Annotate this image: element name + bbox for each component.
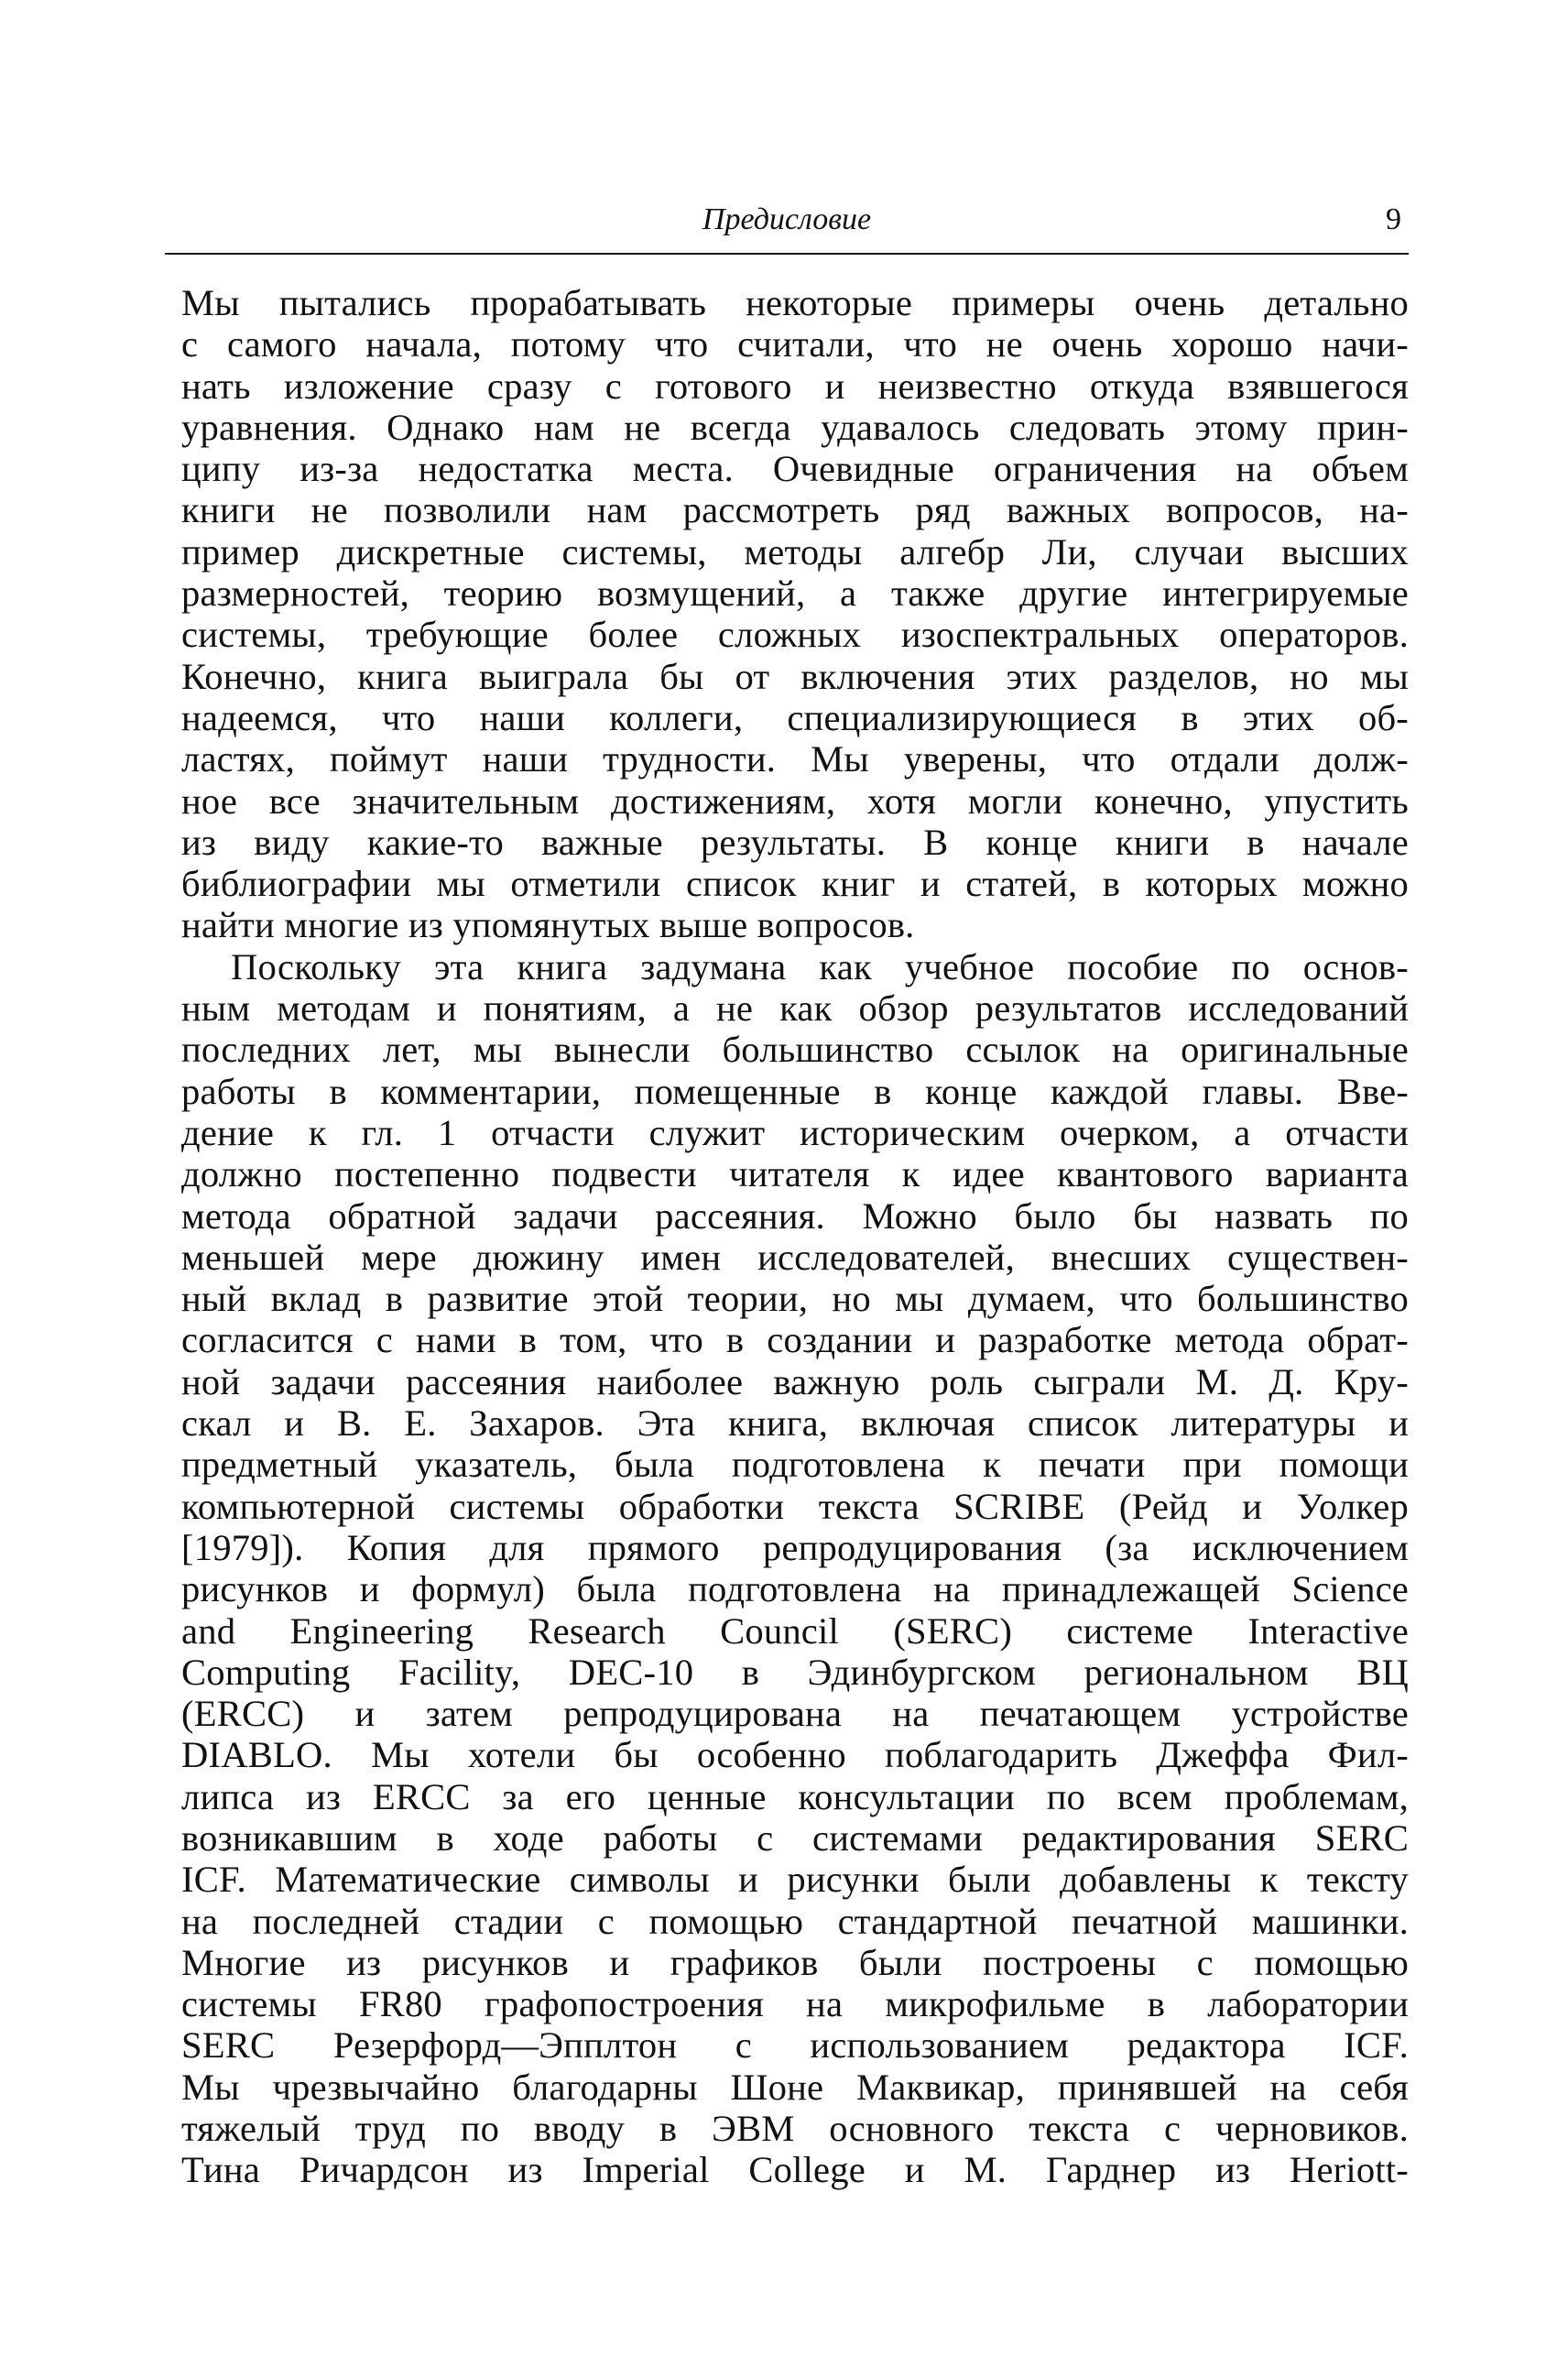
- text-line: Мы чрезвычайно благодарны Шоне Маквикар, принявшей на себя: [181, 2066, 1409, 2108]
- text-line: Тина Ричардсон из Imperial College и М. Гарднер из Heriott-: [181, 2149, 1409, 2191]
- text-line: найти многие из упомянутых выше вопросов.: [181, 904, 915, 946]
- text-line: скал и В. Е. Захаров. Эта книга, включая список литературы и: [181, 1402, 1409, 1445]
- text-line: метода обратной задачи рассеяния. Можно было бы назвать по: [181, 1194, 1409, 1237]
- text-line: рисунков и формул) была подготовлена на принадлежащей Science: [181, 1568, 1409, 1610]
- text-line: пример дискретные системы, методы алгебр Ли, случаи высших: [181, 530, 1409, 573]
- text-line: ным методам и понятиям, а не как обзор результатов исследований: [181, 987, 1409, 1030]
- text-line: предметный указатель, была подготовлена к печати при помощи: [181, 1444, 1409, 1486]
- text-line: с самого начала, потому что считали, что не очень хорошо начи-: [181, 323, 1409, 365]
- text-line: тяжелый труд по вводу в ЭВМ основного текста с черновиков.: [181, 2108, 1409, 2150]
- text-line: работы в комментарии, помещенные в конце каждой главы. Вве-: [181, 1070, 1409, 1112]
- text-line: библиографии мы отметили список книг и статей, в которых можно: [181, 863, 1409, 905]
- text-line: ной задачи рассеяния наиболее важную роль сыграли М. Д. Кру-: [181, 1360, 1409, 1402]
- text-line: DIABLO. Мы хотели бы особенно поблагодарить Джеффа Фил-: [181, 1734, 1409, 1776]
- text-line: Поскольку эта книга задумана как учебное пособие по основ-: [231, 945, 1409, 987]
- text-line: должно постепенно подвести читателя к идее квантового варианта: [181, 1153, 1409, 1195]
- text-line: Многие из рисунков и графиков были построены с помощью: [181, 1941, 1409, 1983]
- text-line: SERC Резерфорд—Эпплтон с использованием редактора ICF.: [181, 2024, 1409, 2067]
- text-line: ICF. Математические символы и рисунки были добавлены к тексту: [181, 1859, 1409, 1901]
- text-line: системы, требующие более сложных изоспектральных операторов.: [181, 614, 1409, 656]
- paragraph-2: [181, 946, 1409, 2191]
- text-line: Конечно, книга выиграла бы от включения этих разделов, но мы: [181, 655, 1409, 697]
- text-line: размерностей, теорию возмущений, а также другие интегрируемые: [181, 573, 1409, 615]
- text-line: [1979]). Копия для прямого репродуцирования (за исключением: [181, 1526, 1409, 1568]
- text-body: [181, 282, 1409, 2191]
- text-line: (ERCC) и затем репродуцирована на печатающем устройстве: [181, 1693, 1409, 1735]
- text-line: возникавшим в ходе работы с системами редактирования SERC: [181, 1816, 1409, 1859]
- text-line: ное все значительным достижениям, хотя могли конечно, упустить: [181, 780, 1409, 822]
- text-line: последних лет, мы вынесли большинство ссылок на оригинальные: [181, 1029, 1409, 1071]
- paragraph-1: [181, 282, 1409, 946]
- text-line: надеемся, что наши коллеги, специализирующиеся в этих об-: [181, 696, 1409, 738]
- text-line: ципу из-за недостатка места. Очевидные ограничения на объем: [181, 448, 1409, 490]
- text-line: меньшей мере дюжину имен исследователей, внесших существен-: [181, 1236, 1409, 1278]
- text-line: ный вклад в развитие этой теории, но мы думаем, что большинство: [181, 1278, 1409, 1320]
- text-line: компьютерной системы обработки текста SCRIBE (Рейд и Уолкер: [181, 1485, 1409, 1527]
- text-line: на последней стадии с помощью стандартной печатной машинки.: [181, 1900, 1409, 1942]
- running-title: Предисловие: [702, 202, 872, 236]
- text-line: and Engineering Research Council (SERC) системе Interactive: [181, 1609, 1409, 1652]
- text-line: Мы пытались прорабатывать некоторые примеры очень детально: [181, 282, 1409, 323]
- text-line: ластях, поймут наши трудности. Мы уверены, что отдали долж-: [181, 738, 1409, 780]
- page-number: 9: [1386, 202, 1401, 236]
- text-line: Computing Facility, DEC-10 в Эдинбургском региональном ВЦ: [181, 1651, 1409, 1693]
- text-line: уравнения. Однако нам не всегда удавалось следовать этому прин-: [181, 406, 1409, 448]
- text-line: системы FR80 графопостроения на микрофильме в лаборатории: [181, 1983, 1409, 2025]
- text-line: нать изложение сразу с готового и неизвестно откуда взявшегося: [181, 365, 1409, 407]
- text-line: согласится с нами в том, что в создании и разработке метода обрат-: [181, 1319, 1409, 1361]
- text-line: книги не позволили нам рассмотреть ряд важных вопросов, на-: [181, 489, 1409, 531]
- text-line: из виду какие-то важные результаты. В конце книги в начале: [181, 821, 1409, 863]
- page-header: [165, 194, 1409, 255]
- text-line: липса из ERCC за его ценные консультации по всем проблемам,: [181, 1775, 1409, 1817]
- text-line: дение к гл. 1 отчасти служит историческим очерком, а отчасти: [181, 1111, 1409, 1153]
